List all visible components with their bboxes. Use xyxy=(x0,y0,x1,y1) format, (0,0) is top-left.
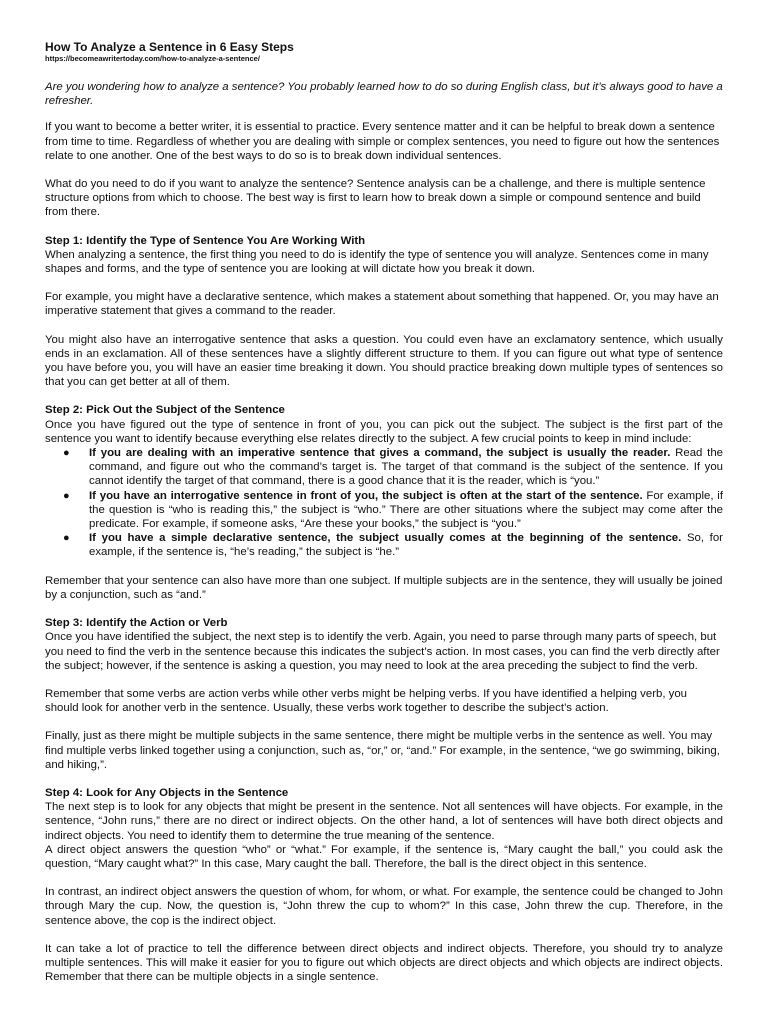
step-3-heading: Step 3: Identify the Action or Verb xyxy=(45,617,228,630)
list-item-lead: If you have a simple declarative sentence, the subject usually comes at the beginning of the sentence. xyxy=(89,532,682,545)
paragraph: If you want to become a better writer, it is essential to practice. Every sentence matter and it can be helpful to break down a sentence from time to time. Regardless of whether you are dealing with simple or complex sentences, you need to figure out how the sentences relate to one another. One of the best ways to do so is to break down individual sentences. xyxy=(45,121,720,162)
paragraph: Remember that some verbs are action verbs while other verbs might be helping verbs. If you have identified a helping verb, you should look for another verb in the sentence. Usually, these verbs work together to describe the subject’s action. xyxy=(45,687,688,715)
intro-paragraph: Are you wondering how to analyze a sentence? You probably learned how to do so during English class, but it’s always good to have a refresher. xyxy=(45,81,723,108)
paragraph: What do you need to do if you want to analyze the sentence? Sentence analysis can be a challenge, and there is multiple sentence structure options from which to choose. The best way is first to learn how to break down a simple or compound sentence and build from there. xyxy=(45,178,706,219)
paragraph: Once you have figured out the type of sentence in front of you, you can pick out the subject. The subject is the first part of the sentence you want to identify because everything else relates directly to the subject. A few crucial points to keep in mind include: xyxy=(45,418,723,445)
bullet-icon: ● xyxy=(63,489,70,502)
paragraph: Once you have identified the subject, the next step is to identify the verb. Again, you need to parse through many parts of speech, but you need to find the verb in the sentence because this indicates the subject’s action. In most cases, you can find the verb directly after the subject; however, if the sentence is asking a question, you may need to look at the area preceding the subject to find the verb. xyxy=(45,631,720,672)
list-item-text: Read the command, and figure out who the command’s target is. The target of that command is the subject of the sentence. If you cannot identify the target of that command, there is a good chance that it is the reader, which is “you.” xyxy=(89,447,723,488)
paragraph: When analyzing a sentence, the first thing you need to do is identify the type of sentence you will analyze. Sentences come in many shapes and forms, and the type of sentence you are looking at will dictate how you break it down. xyxy=(45,248,709,276)
paragraph: The next step is to look for any objects that might be present in the sentence. Not all sentences will have objects. For example, in the sentence, “John runs,” there are no direct or indirect objects. On the other hand, a lot of sentences will have both direct objects and indirect objects. You need to identify them to determine the true meaning of the sentence. xyxy=(45,801,723,842)
list-item xyxy=(63,446,723,489)
list-item-lead: If you have an interrogative sentence in front of you, the subject is often at the start of the sentence. xyxy=(89,489,643,502)
step-4-heading: Step 4: Look for Any Objects in the Sentence xyxy=(45,786,289,799)
list-item-text: For example, if the question is “who is reading this,” the subject is “who.” There are other situations where the subject may come after the predicate. For example, if someone asks, “Are these your books,” the subject is “you.” xyxy=(89,489,723,531)
list-item-text: So, for example, if the sentence is, “he’s reading,” the subject is “he.” xyxy=(89,532,723,559)
paragraph: You might also have an interrogative sentence that asks a question. You could even have an exclamatory sentence, which usually ends in an exclamation. All of these sentences have a slightly different structure to them. If you can figure out what type of sentence you have before you, you will have an easier time breaking it down. You should practice breaking down multiple types of sentences so that you can get better at all of them. xyxy=(45,333,723,389)
document-body xyxy=(45,40,723,998)
paragraph: In contrast, an indirect object answers the question of whom, for whom, or what. For example, the sentence could be changed to John through Mary the cup. Now, the question is, “John threw the cup to whom?” In this case, John threw the cup. Therefore, in the sentence above, the cop is the indirect object. xyxy=(45,886,723,927)
source-url: https://becomeawritertoday.com/how-to-analyze-a-sentence/ xyxy=(45,54,260,63)
paragraph: Remember that your sentence can also have more than one subject. If multiple subjects are in the sentence, they will usually be joined by a conjunction, such as “and.” xyxy=(45,574,723,601)
paragraph: It can take a lot of practice to tell the difference between direct objects and indirect objects. Therefore, you should try to analyze multiple sentences. This will make it easier for you to figure out which objects are direct objects and which objects are indirect objects. Remember that there can be multiple objects in a single sentence. xyxy=(45,942,723,984)
step-2-heading: Step 2: Pick Out the Subject of the Sentence xyxy=(45,404,285,417)
document-title: How To Analyze a Sentence in 6 Easy Steps xyxy=(45,40,294,54)
bullet-icon: ● xyxy=(63,447,70,460)
list-item xyxy=(63,531,723,559)
list-item-lead: If you are dealing with an imperative sentence that gives a command, the subject is usually the reader. xyxy=(89,447,671,460)
list-item xyxy=(63,489,723,532)
paragraph: A direct object answers the question “who” or “what.” For example, if the sentence is, “Mary caught the ball,” you could ask the question, “Mary caught what?” In this case, Mary caught the ball. Therefore, the ball is the direct object in this sentence. xyxy=(45,843,723,870)
paragraph: Finally, just as there might be multiple subjects in the same sentence, there might be multiple verbs in the sentence as well. You may find multiple verbs linked together using a conjunction, such as, “or,” or, “and.” For example, in the sentence, “we go swimming, biking, and hiking,”. xyxy=(45,730,720,771)
paragraph: For example, you might have a declarative sentence, which makes a statement about something that happened. Or, you may have an imperative statement that gives a command to the reader. xyxy=(45,291,719,318)
step-1-heading: Step 1: Identify the Type of Sentence You Are Working With xyxy=(45,234,366,247)
subject-tips-list xyxy=(45,446,723,560)
bullet-icon: ● xyxy=(63,532,70,545)
